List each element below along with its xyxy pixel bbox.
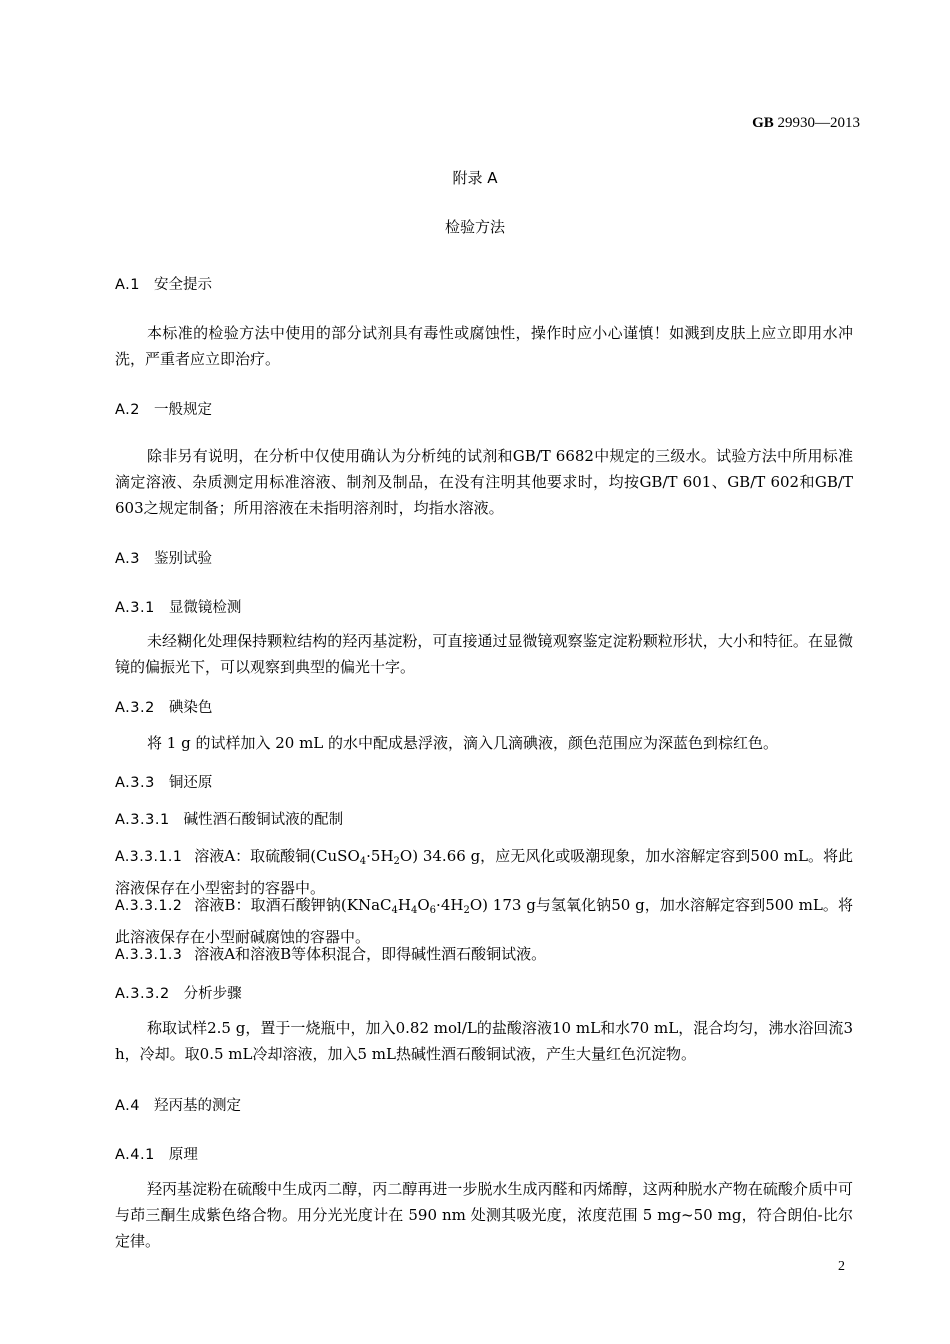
section-body-a32: 将 1 g 的试样加入 20 mL 的水中配成悬浮液，滴入几滴碘液，颜色范围应为深蓝色到棕红色。 [147, 734, 779, 752]
section-heading-a31: A.3.1 显微镜检测 [115, 600, 242, 616]
appendix-label: 附录 A [452, 169, 498, 187]
standard-code-header: GB 29930—2013 [752, 115, 860, 131]
item-a3313: A.3.3.1.3 溶液A和溶液B等体积混合，即得碱性酒石酸铜试液。 [115, 945, 547, 963]
section-heading-a41: A.4.1 原理 [115, 1147, 198, 1163]
section-heading-a33: A.3.3 铜还原 [115, 775, 213, 791]
section-heading-a3: A.3 鉴别试验 [115, 551, 212, 567]
item-a3311: A.3.3.1.1 溶液A：取硫酸铜$(CuSO_4\cdot 5H_2O)$ 34.66 g，应无风化或吸潮现象，加水溶解定容到500 mL。将此溶液保存在小型密封的容器中。 [115, 847, 853, 897]
appendix-title: 检验方法 [444, 218, 505, 236]
section-body-a2: 除非另有说明，在分析中仅使用确认为分析纯的试剂和GB/T 6682中规定的三级水。试验方法中所用标准滴定溶液、杂质测定用标准溶液、制剂及制品，在没有注明其他要求时，均按GB/T 601、GB/T 602和GB/T 603之规定制备；所用溶液在未指明溶剂时，均指水溶液。 [115, 447, 853, 517]
item-a3312: A.3.3.1.2 溶液B：取酒石酸钾钠$(KNaC_4H_4O_6\cdot 4H_2O)$ 173 g与氢氧化钠50 g，加水溶解定容到500 mL。将此溶液保存在小型耐碱腐蚀的容器中。 [115, 896, 853, 946]
section-heading-a32: A.3.2 碘染色 [115, 700, 213, 716]
section-body-a31: 未经糊化处理保持颗粒结构的羟丙基淀粉，可直接通过显微镜观察鉴定淀粉颗粒形状，大小和特征。在显微镜的偏振光下，可以观察到典型的偏光十字。 [115, 632, 853, 676]
section-body-a332: 称取试样2.5 g，置于一烧瓶中，加入0.82 mol/L的盐酸溶液10 mL和水70 mL，混合均匀，沸水浴回流3 h，冷却。取0.5 mL冷却溶液，加入5 mL热碱性酒石酸铜试液，产生大量红色沉淀物。 [115, 1019, 853, 1063]
section-heading-a332: A.3.3.2 分析步骤 [115, 986, 242, 1002]
section-body-a41: 羟丙基淀粉在硫酸中生成丙二醇，丙二醇再进一步脱水生成丙醛和丙烯醇，这两种脱水产物在硫酸介质中可与茚三酮生成紫色络合物。用分光光度计在 590 nm 处测其吸光度，浓度范围 5 mg~50 mg，符合朗伯-比尔定律。 [115, 1180, 853, 1250]
page-number: 2 [838, 1259, 845, 1274]
section-heading-a2: A.2 一般规定 [115, 402, 212, 418]
section-body-a1: 本标准的检验方法中使用的部分试剂具有毒性或腐蚀性，操作时应小心谨慎！如溅到皮肤上应立即用水冲洗，严重者应立即治疗。 [115, 324, 853, 368]
section-heading-a4: A.4 羟丙基的测定 [115, 1098, 241, 1114]
section-heading-a331: A.3.3.1 碱性酒石酸铜试液的配制 [115, 812, 344, 828]
section-heading-a1: A.1 安全提示 [115, 277, 212, 293]
